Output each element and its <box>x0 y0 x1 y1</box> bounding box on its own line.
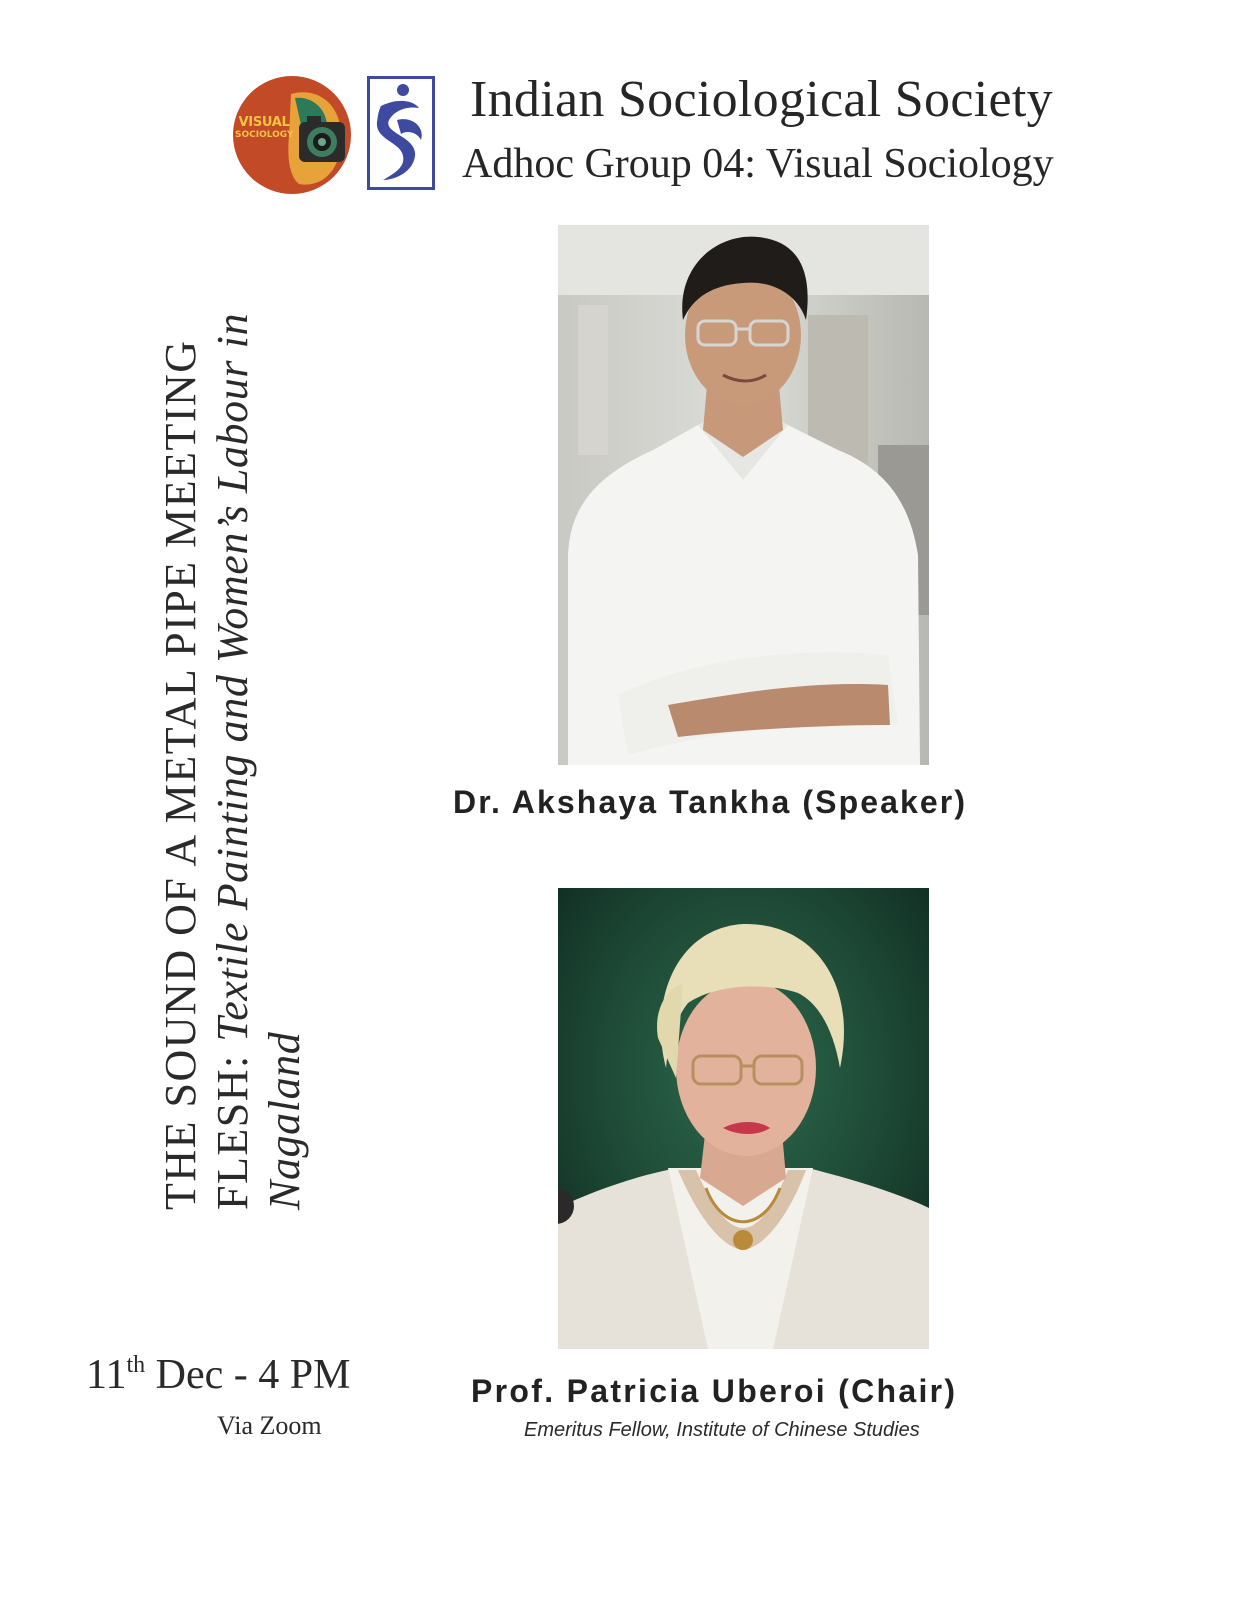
visual-sociology-logo <box>233 76 351 194</box>
talk-title <box>155 270 311 1210</box>
speaker-photo <box>558 225 929 765</box>
talk-title-subtitle: Textile Painting and Women’s Labour in <box>208 312 257 1042</box>
talk-title-line-3: Nagaland <box>260 1031 309 1210</box>
iss-logo <box>367 76 435 190</box>
event-date-time <box>86 1351 350 1399</box>
chair-photo <box>558 888 929 1349</box>
event-day-suffix: th <box>126 1352 146 1378</box>
organization-name: Indian Sociological Society <box>470 71 1053 128</box>
group-name: Adhoc Group 04: Visual Sociology <box>462 141 1054 187</box>
logo-text-visual: VISUAL <box>238 115 290 130</box>
iss-emblem-icon <box>367 76 435 190</box>
event-mode: Via Zoom <box>217 1411 322 1440</box>
speaker-name: Dr. Akshaya Tankha (Speaker) <box>453 784 968 820</box>
talk-title-line-2 <box>207 270 259 1210</box>
event-month-time: Dec - 4 PM <box>145 1352 351 1398</box>
chair-affiliation: Emeritus Fellow, Institute of Chinese Studies <box>524 1419 920 1441</box>
logo-text-sociology: SOCIOLOGY <box>235 130 294 140</box>
talk-title-line-1: THE SOUND OF A METAL PIPE MEETING <box>156 339 205 1210</box>
event-day: 11 <box>86 1352 127 1398</box>
chair-name: Prof. Patricia Uberoi (Chair) <box>471 1373 958 1409</box>
talk-title-caps: FLESH: <box>208 1054 257 1210</box>
